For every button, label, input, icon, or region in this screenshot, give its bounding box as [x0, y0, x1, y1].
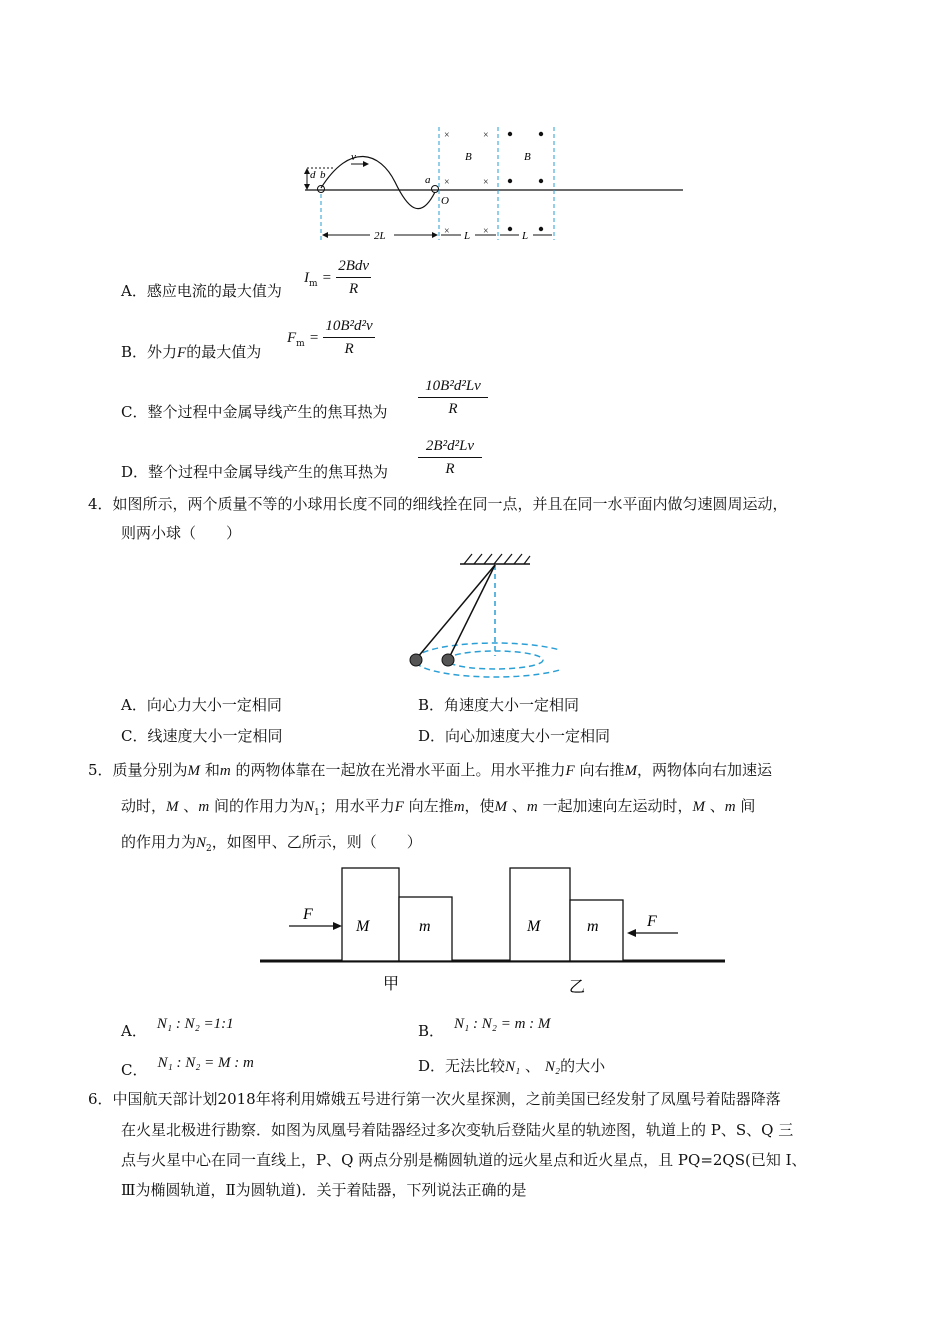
blocks-figure: [255, 860, 730, 1000]
block-m-large-right: M: [527, 918, 541, 935]
q3-option-c-formula: $\frac{\text{10B²d²Lv}}{R}$: [418, 375, 488, 420]
field-b-left: B: [465, 151, 472, 163]
q3-option-c[interactable]: C．整个过程中金属导线产生的焦耳热为: [121, 403, 388, 421]
q4-option-a[interactable]: A．向心力大小一定相同: [121, 696, 282, 714]
q4-option-b[interactable]: B．角速度大小一定相同: [418, 696, 580, 714]
q4-stem-line2: 则两小球（ ）: [121, 524, 242, 542]
conical-pendulum-figure: [380, 548, 560, 683]
q3-option-d[interactable]: D．整个过程中金属导线产生的焦耳热为: [121, 463, 389, 481]
q6-stem-line2: 在火星北极进行勘察．如图为凤凰号着陆器经过多次变轨后登陆火星的轨迹图，轨道上的 P、S、Q 三: [121, 1121, 794, 1139]
d-label: d: [310, 169, 316, 181]
q6-stem-line3: 点与火星中心在同一直线上，P、Q 两点分别是椭圆轨道的远火星点和近火星点，且 PQ=2QS(已知 Ⅰ、: [121, 1151, 807, 1169]
q4-option-d[interactable]: D．向心加速度大小一定相同: [418, 727, 611, 745]
q5-stem-line2: 动时，M 、m 间的作用力为$N_1$；用水平力F 向左推m，使M 、m 一起加速向左运动时，M 、m 间: [121, 797, 756, 818]
block-m-small-left: m: [419, 918, 431, 935]
o-label: O: [441, 195, 449, 207]
a-label: a: [425, 174, 431, 186]
q3-option-b-formula: $F_m$ = $\frac{\text{10B²d²v}}{R}$: [287, 315, 375, 360]
b-label: b: [320, 169, 326, 181]
svg-text:×: ×: [444, 130, 450, 141]
q5-option-b[interactable]: B． N₁ : N₂ = m : M: [418, 1016, 551, 1040]
block-m-large-left: M: [356, 918, 370, 935]
q3-option-a-label: A．感应电流的最大值为: [121, 282, 282, 300]
svg-text:×: ×: [444, 226, 450, 237]
field-b-right: B: [524, 151, 531, 163]
q6-stem-line1: 6．中国航天部计划2018年将利用嫦娥五号进行第一次火星探测，之前美国已经发射了凤凰号着陆器降落: [88, 1090, 781, 1108]
svg-text:×: ×: [483, 177, 489, 188]
q3-option-a-formula: $I_m$ = $\frac{\text{2Bdv}}{R}$: [304, 255, 371, 300]
span-l2: L: [522, 230, 529, 242]
q3-option-d-formula: $\frac{\text{2B²d²Lv}}{R}$: [418, 435, 482, 480]
q4-option-c[interactable]: C．线速度大小一定相同: [121, 727, 283, 745]
q3-option-b[interactable]: B．外力F的最大值为: [121, 343, 262, 361]
span-l1: L: [464, 230, 471, 242]
caption-yi: 乙: [569, 979, 586, 996]
v-label: v: [351, 151, 356, 163]
q6-stem-line4: Ⅲ为椭圆轨道，Ⅱ为圆轨道)．关于着陆器，下列说法正确的是: [121, 1181, 527, 1199]
q5-stem-line3: 的作用力为$N_2$，如图甲、乙所示，则（ ）: [121, 833, 422, 854]
q3-option-a[interactable]: [121, 280, 282, 302]
force-label-left: F: [303, 906, 313, 923]
q5-option-c[interactable]: C． N₁ : N₂ = M : m: [121, 1055, 254, 1079]
svg-text:×: ×: [483, 130, 489, 141]
induction-figure: [295, 122, 695, 247]
q5-option-d[interactable]: D．无法比较N₁ 、 N₂的大小: [418, 1057, 606, 1075]
q5-stem-line1: 5．质量分别为M 和m 的两物体靠在一起放在光滑水平面上。用水平推力F 向右推M，两物体向右加速运: [88, 761, 772, 779]
q4-stem-line1: 4．如图所示，两个质量不等的小球用长度不同的细线拴在同一点，并且在同一水平面内做匀速圆周运动，: [88, 495, 788, 513]
span-2l: 2L: [374, 230, 386, 242]
block-m-small-right: m: [587, 918, 599, 935]
svg-text:×: ×: [444, 177, 450, 188]
svg-text:×: ×: [483, 226, 489, 237]
q5-option-a[interactable]: A． N₁ : N₂ =1:1: [121, 1016, 234, 1040]
caption-jia: 甲: [383, 976, 400, 993]
force-label-right: F: [647, 913, 657, 930]
